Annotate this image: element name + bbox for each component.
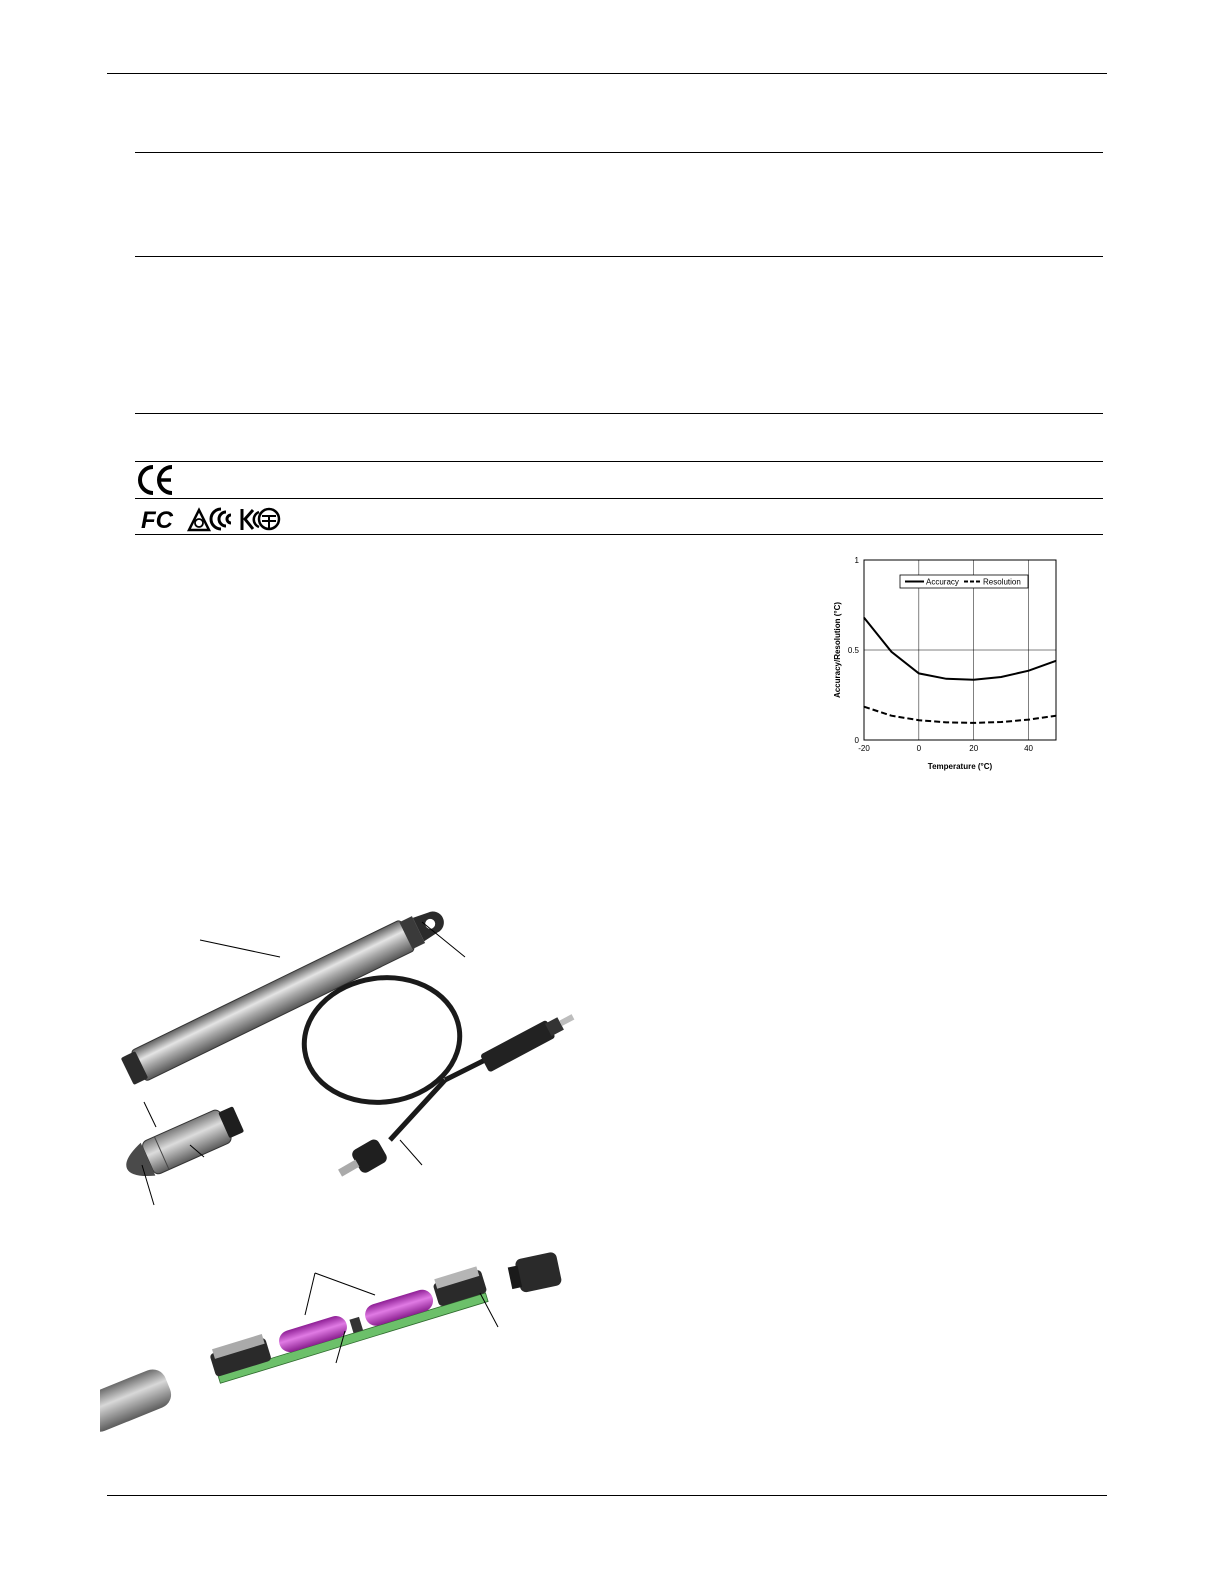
data-point-resolution [891, 715, 892, 716]
sensor-end-cap [120, 1103, 246, 1186]
callout-batteries-a [305, 1273, 315, 1315]
x-tick-label: 20 [969, 744, 979, 753]
table-rule-3 [135, 413, 1103, 414]
data-point-resolution [1001, 721, 1002, 722]
data-point-accuracy [973, 679, 974, 680]
telec-mark-icon [259, 509, 279, 529]
legend-label-resolution: Resolution [983, 577, 1021, 587]
data-point-resolution [918, 720, 919, 721]
data-point-accuracy [1001, 676, 1002, 677]
data-point-accuracy [946, 678, 947, 679]
legend-label-accuracy: Accuracy [926, 577, 959, 587]
series-line-accuracy [864, 618, 1056, 680]
svg-text:FC: FC [141, 507, 173, 533]
compliance-marks [141, 505, 281, 538]
series-line-resolution [864, 707, 1056, 723]
data-point-resolution [946, 722, 947, 723]
table-rule-1 [135, 152, 1103, 153]
x-tick-label: -20 [858, 744, 870, 753]
y-tick-label: 0 [854, 736, 859, 745]
internal-components-illustration [100, 1235, 590, 1435]
accuracy-resolution-chart [828, 555, 1068, 785]
x-tick-label: 40 [1024, 744, 1034, 753]
kc-mark-icon [242, 509, 259, 530]
table-rule-2 [135, 256, 1103, 257]
data-point-accuracy [863, 617, 864, 618]
table-rule-4 [135, 461, 1103, 462]
callout-coupler [400, 1140, 422, 1165]
callout-housing [200, 940, 280, 957]
y-tick-label: 0.5 [847, 646, 859, 655]
callout-sensor-1 [144, 1102, 156, 1127]
ic-mark-icon [211, 509, 231, 529]
data-point-resolution [973, 722, 974, 723]
end-cap [506, 1251, 562, 1295]
ce-mark-icon [137, 464, 177, 501]
y-tick-label: 1 [854, 556, 859, 565]
circuit-board-assembly [208, 1265, 490, 1383]
data-point-resolution [863, 706, 864, 707]
header-rule [107, 73, 1107, 74]
x-tick-label: 0 [916, 744, 922, 753]
data-point-accuracy [891, 651, 892, 652]
footer-rule [107, 1495, 1107, 1496]
coupler-cable [296, 968, 578, 1185]
chart-legend [900, 575, 1028, 588]
callout-eyelet [422, 922, 465, 957]
callout-batteries-b [315, 1273, 375, 1295]
table-rule-5 [135, 498, 1103, 499]
logger-components-illustration [100, 895, 590, 1225]
callout-board-end [480, 1293, 498, 1327]
housing-fragment [100, 1365, 175, 1435]
x-axis-label: Temperature (°C) [927, 762, 993, 771]
fcc-mark-icon [141, 507, 174, 533]
y-axis-label: Accuracy/Resolution (°C) [833, 601, 842, 699]
data-point-accuracy [918, 673, 919, 674]
data-point-resolution [1055, 715, 1056, 716]
data-point-accuracy [1055, 660, 1056, 661]
rcm-mark-icon [189, 510, 209, 530]
data-point-resolution [1028, 719, 1029, 720]
data-point-accuracy [1028, 670, 1029, 671]
logger-housing [120, 902, 450, 1086]
